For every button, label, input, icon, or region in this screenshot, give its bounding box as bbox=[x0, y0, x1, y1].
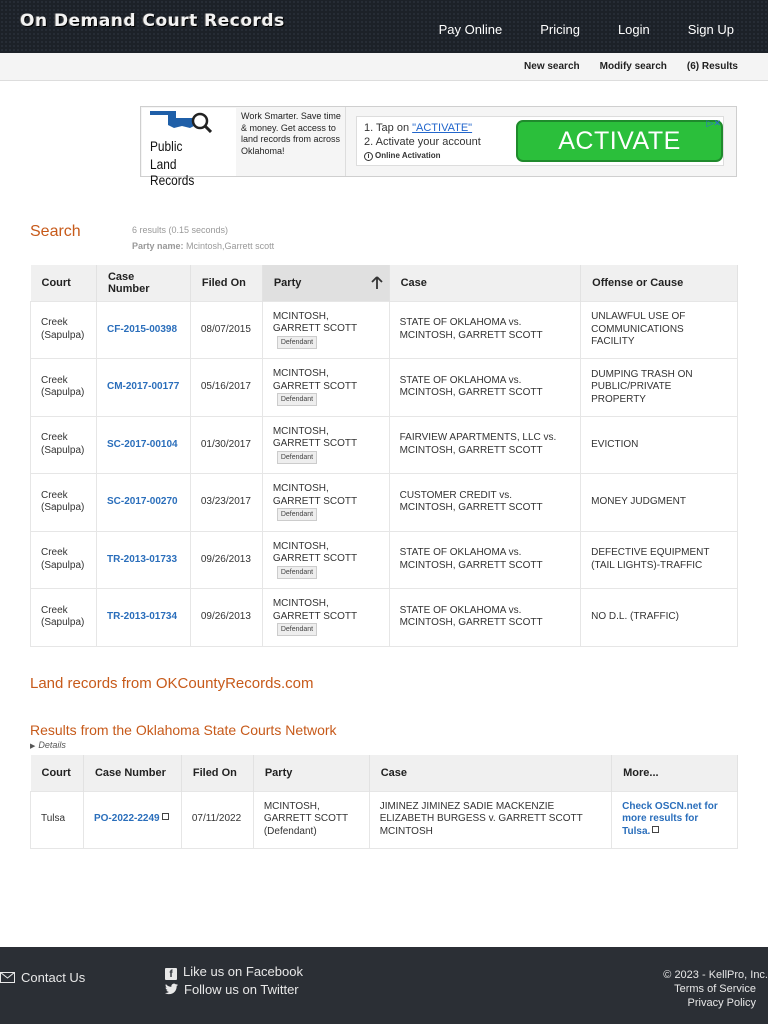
triangle-right-icon: ▶ bbox=[30, 743, 36, 750]
col-case[interactable]: Case bbox=[389, 265, 581, 301]
ad-step2: 2. Activate your account bbox=[364, 136, 481, 148]
social-links bbox=[165, 963, 303, 999]
cell-case-number bbox=[83, 791, 181, 848]
details-toggle[interactable]: ▶ Details bbox=[30, 740, 66, 750]
case-number-link[interactable]: CF-2015-00398 bbox=[106, 323, 178, 335]
cell-case: STATE OF OKLAHOMA vs. MCINTOSH, GARRETT SCOTT bbox=[389, 531, 581, 589]
ad-step1-link: "ACTIVATE" bbox=[412, 122, 473, 134]
facebook-icon: f bbox=[165, 968, 177, 980]
cell-case: STATE OF OKLAHOMA vs. MCINTOSH, GARRETT SCOTT bbox=[389, 359, 581, 417]
sort-ascending-icon bbox=[371, 276, 383, 290]
table-row bbox=[31, 416, 738, 474]
nav-login[interactable]: Login bbox=[617, 22, 650, 37]
ad-logo-line1: Public bbox=[150, 138, 183, 154]
oklahoma-magnifier-icon bbox=[150, 111, 212, 133]
ad-logo-line2: Land Records bbox=[150, 156, 195, 188]
role-badge: Defendant bbox=[277, 393, 317, 406]
site-logo[interactable]: On Demand Court Records bbox=[20, 11, 285, 31]
contact-us-link[interactable]: Contact Us bbox=[0, 970, 85, 985]
nav-sign-up[interactable]: Sign Up bbox=[687, 22, 734, 37]
cell-court: Tulsa bbox=[31, 791, 84, 848]
legal-links bbox=[663, 968, 768, 1010]
party-name: MCINTOSH, GARRETT SCOTT bbox=[272, 483, 358, 507]
ad-banner[interactable] bbox=[140, 106, 737, 188]
cell-case-number bbox=[96, 474, 190, 532]
external-link-icon bbox=[652, 826, 659, 833]
cell-case: STATE OF OKLAHOMA vs. MCINTOSH, GARRETT SCOTT bbox=[389, 589, 581, 647]
col-party[interactable]: Party bbox=[262, 265, 389, 301]
cell-case: STATE OF OKLAHOMA vs. MCINTOSH, GARRETT SCOTT bbox=[389, 301, 581, 359]
cell-case-number bbox=[96, 531, 190, 589]
sub-nav bbox=[0, 53, 768, 81]
cell-offense: DEFECTIVE EQUIPMENT (TAIL LIGHTS)-TRAFFIC bbox=[581, 531, 738, 589]
cell-case: JIMINEZ JIMINEZ SADIE MACKENZIE ELIZABETH BURGESS v. GARRETT SCOTT MCINTOSH bbox=[369, 791, 611, 848]
ad-divider bbox=[345, 107, 346, 176]
party-name-line: Party name: Mcintosh,Garrett scott bbox=[132, 241, 275, 251]
cell-filed-on: 01/30/2017 bbox=[190, 416, 262, 474]
oscn-col-more: More... bbox=[612, 755, 738, 791]
role-badge: Defendant bbox=[277, 451, 317, 464]
activate-ad[interactable] bbox=[356, 116, 724, 166]
oscn-table bbox=[30, 755, 738, 849]
public-land-records-logo bbox=[142, 108, 236, 188]
check-oscn-link[interactable]: Check OSCN.net for more results for Tulsa. bbox=[622, 800, 718, 837]
col-filed-on[interactable]: Filed On bbox=[190, 265, 262, 301]
cell-court: Creek (Sapulpa) bbox=[31, 531, 97, 589]
cell-court: Creek (Sapulpa) bbox=[31, 474, 97, 532]
top-nav bbox=[401, 22, 734, 37]
search-meta bbox=[132, 222, 274, 254]
oscn-col-filed-on: Filed On bbox=[181, 755, 253, 791]
table-row bbox=[31, 791, 738, 848]
cell-offense: MONEY JUDGMENT bbox=[581, 474, 738, 532]
new-search-link[interactable]: New search bbox=[524, 61, 580, 72]
col-court[interactable]: Court bbox=[31, 265, 97, 301]
ad-step3: i Online Activation bbox=[364, 151, 441, 161]
oscn-col-case-number: Case Number bbox=[83, 755, 181, 791]
case-number-link[interactable]: CM-2017-00177 bbox=[106, 381, 180, 392]
mail-icon bbox=[0, 972, 15, 983]
cell-party bbox=[262, 301, 389, 359]
cell-party bbox=[262, 474, 389, 532]
cell-filed-on: 08/07/2015 bbox=[190, 301, 262, 359]
case-number-link[interactable]: TR-2013-01734 bbox=[106, 611, 178, 622]
facebook-link[interactable]: f Like us on Facebook bbox=[165, 963, 303, 981]
cell-filed-on: 07/11/2022 bbox=[181, 791, 253, 848]
site-footer bbox=[0, 947, 768, 1024]
cell-filed-on: 09/26/2013 bbox=[190, 531, 262, 589]
oscn-col-party: Party bbox=[253, 755, 369, 791]
role-badge: Defendant bbox=[277, 336, 317, 349]
table-row bbox=[31, 474, 738, 532]
twitter-link[interactable]: Follow us on Twitter bbox=[165, 981, 303, 999]
cell-court: Creek (Sapulpa) bbox=[31, 416, 97, 474]
cell-offense: DUMPING TRASH ON PUBLIC/PRIVATE PROPERTY bbox=[581, 359, 738, 417]
ad-choices-icon[interactable]: ▷✕ bbox=[706, 118, 721, 128]
party-name: MCINTOSH, GARRETT SCOTT bbox=[272, 598, 358, 622]
party-name: MCINTOSH, GARRETT SCOTT bbox=[272, 310, 358, 335]
oscn-case-link[interactable]: PO-2022-2249 bbox=[93, 813, 160, 825]
col-case-number[interactable]: Case Number bbox=[96, 265, 190, 301]
cell-party: MCINTOSH, GARRETT SCOTT (Defendant) bbox=[253, 791, 369, 848]
cell-party bbox=[262, 531, 389, 589]
cell-offense: NO D.L. (TRAFFIC) bbox=[581, 589, 738, 647]
cell-party bbox=[262, 589, 389, 647]
role-badge: Defendant bbox=[277, 623, 317, 636]
search-heading: Search bbox=[30, 223, 81, 240]
cell-party bbox=[262, 416, 389, 474]
external-link-icon bbox=[162, 813, 169, 820]
role-badge: Defendant bbox=[277, 566, 317, 579]
nav-pricing[interactable]: Pricing bbox=[540, 22, 580, 37]
cell-case-number bbox=[96, 589, 190, 647]
table-row bbox=[31, 589, 738, 647]
terms-link[interactable]: Terms of Service bbox=[674, 983, 756, 995]
copyright: © 2023 - KellPro, Inc. bbox=[663, 969, 768, 981]
cell-offense: EVICTION bbox=[581, 416, 738, 474]
cell-offense: UNLAWFUL USE OF COMMUNICATIONS FACILITY bbox=[581, 301, 738, 359]
cell-filed-on: 09/26/2013 bbox=[190, 589, 262, 647]
oscn-col-case: Case bbox=[369, 755, 611, 791]
cell-court: Creek (Sapulpa) bbox=[31, 301, 97, 359]
modify-search-link[interactable]: Modify search bbox=[599, 61, 667, 72]
party-name: MCINTOSH, GARRETT SCOTT bbox=[272, 425, 358, 450]
table-row bbox=[31, 531, 738, 589]
cell-case: FAIRVIEW APARTMENTS, LLC vs. MCINTOSH, GARRETT SCOTT bbox=[389, 416, 581, 474]
case-number-link[interactable]: SC-2017-00104 bbox=[106, 438, 178, 450]
oscn-col-court: Court bbox=[31, 755, 84, 791]
party-name: MCINTOSH, GARRETT SCOTT bbox=[272, 368, 358, 392]
cell-filed-on: 05/16/2017 bbox=[190, 359, 262, 417]
cell-case-number bbox=[96, 416, 190, 474]
twitter-icon bbox=[165, 983, 178, 995]
results-count-link[interactable]: (6) Results bbox=[686, 61, 738, 72]
info-icon: i bbox=[364, 152, 373, 161]
privacy-link[interactable]: Privacy Policy bbox=[687, 997, 756, 1009]
role-badge: Defendant bbox=[277, 508, 317, 521]
cell-case: CUSTOMER CREDIT vs. MCINTOSH, GARRETT SCOTT bbox=[389, 474, 581, 532]
table-row bbox=[31, 359, 738, 417]
cell-case-number bbox=[96, 301, 190, 359]
table-row bbox=[31, 301, 738, 359]
cell-court: Creek (Sapulpa) bbox=[31, 589, 97, 647]
oscn-heading: Results from the Oklahoma State Courts Network bbox=[30, 722, 337, 738]
activate-button[interactable]: ACTIVATE bbox=[516, 120, 723, 162]
cell-filed-on: 03/23/2017 bbox=[190, 474, 262, 532]
nav-pay-online[interactable]: Pay Online bbox=[438, 22, 503, 37]
case-number-link[interactable]: TR-2013-01733 bbox=[106, 553, 178, 565]
ad-step1: 1. Tap on "ACTIVATE" bbox=[364, 122, 473, 134]
land-records-heading[interactable]: Land records from OKCountyRecords.com bbox=[30, 675, 314, 692]
results-summary: 6 results (0.15 seconds) bbox=[132, 225, 229, 235]
col-offense[interactable]: Offense or Cause bbox=[581, 265, 738, 301]
results-table bbox=[30, 265, 738, 647]
cell-more bbox=[612, 791, 738, 848]
cell-court: Creek (Sapulpa) bbox=[31, 359, 97, 417]
cell-case-number bbox=[96, 359, 190, 417]
cell-party bbox=[262, 359, 389, 417]
case-number-link[interactable]: SC-2017-00270 bbox=[106, 496, 178, 507]
site-header bbox=[0, 0, 768, 53]
party-name: MCINTOSH, GARRETT SCOTT bbox=[272, 540, 358, 565]
ad-text: Work Smarter. Save time & money. Get access to land records from across Oklahoma! bbox=[241, 111, 341, 156]
